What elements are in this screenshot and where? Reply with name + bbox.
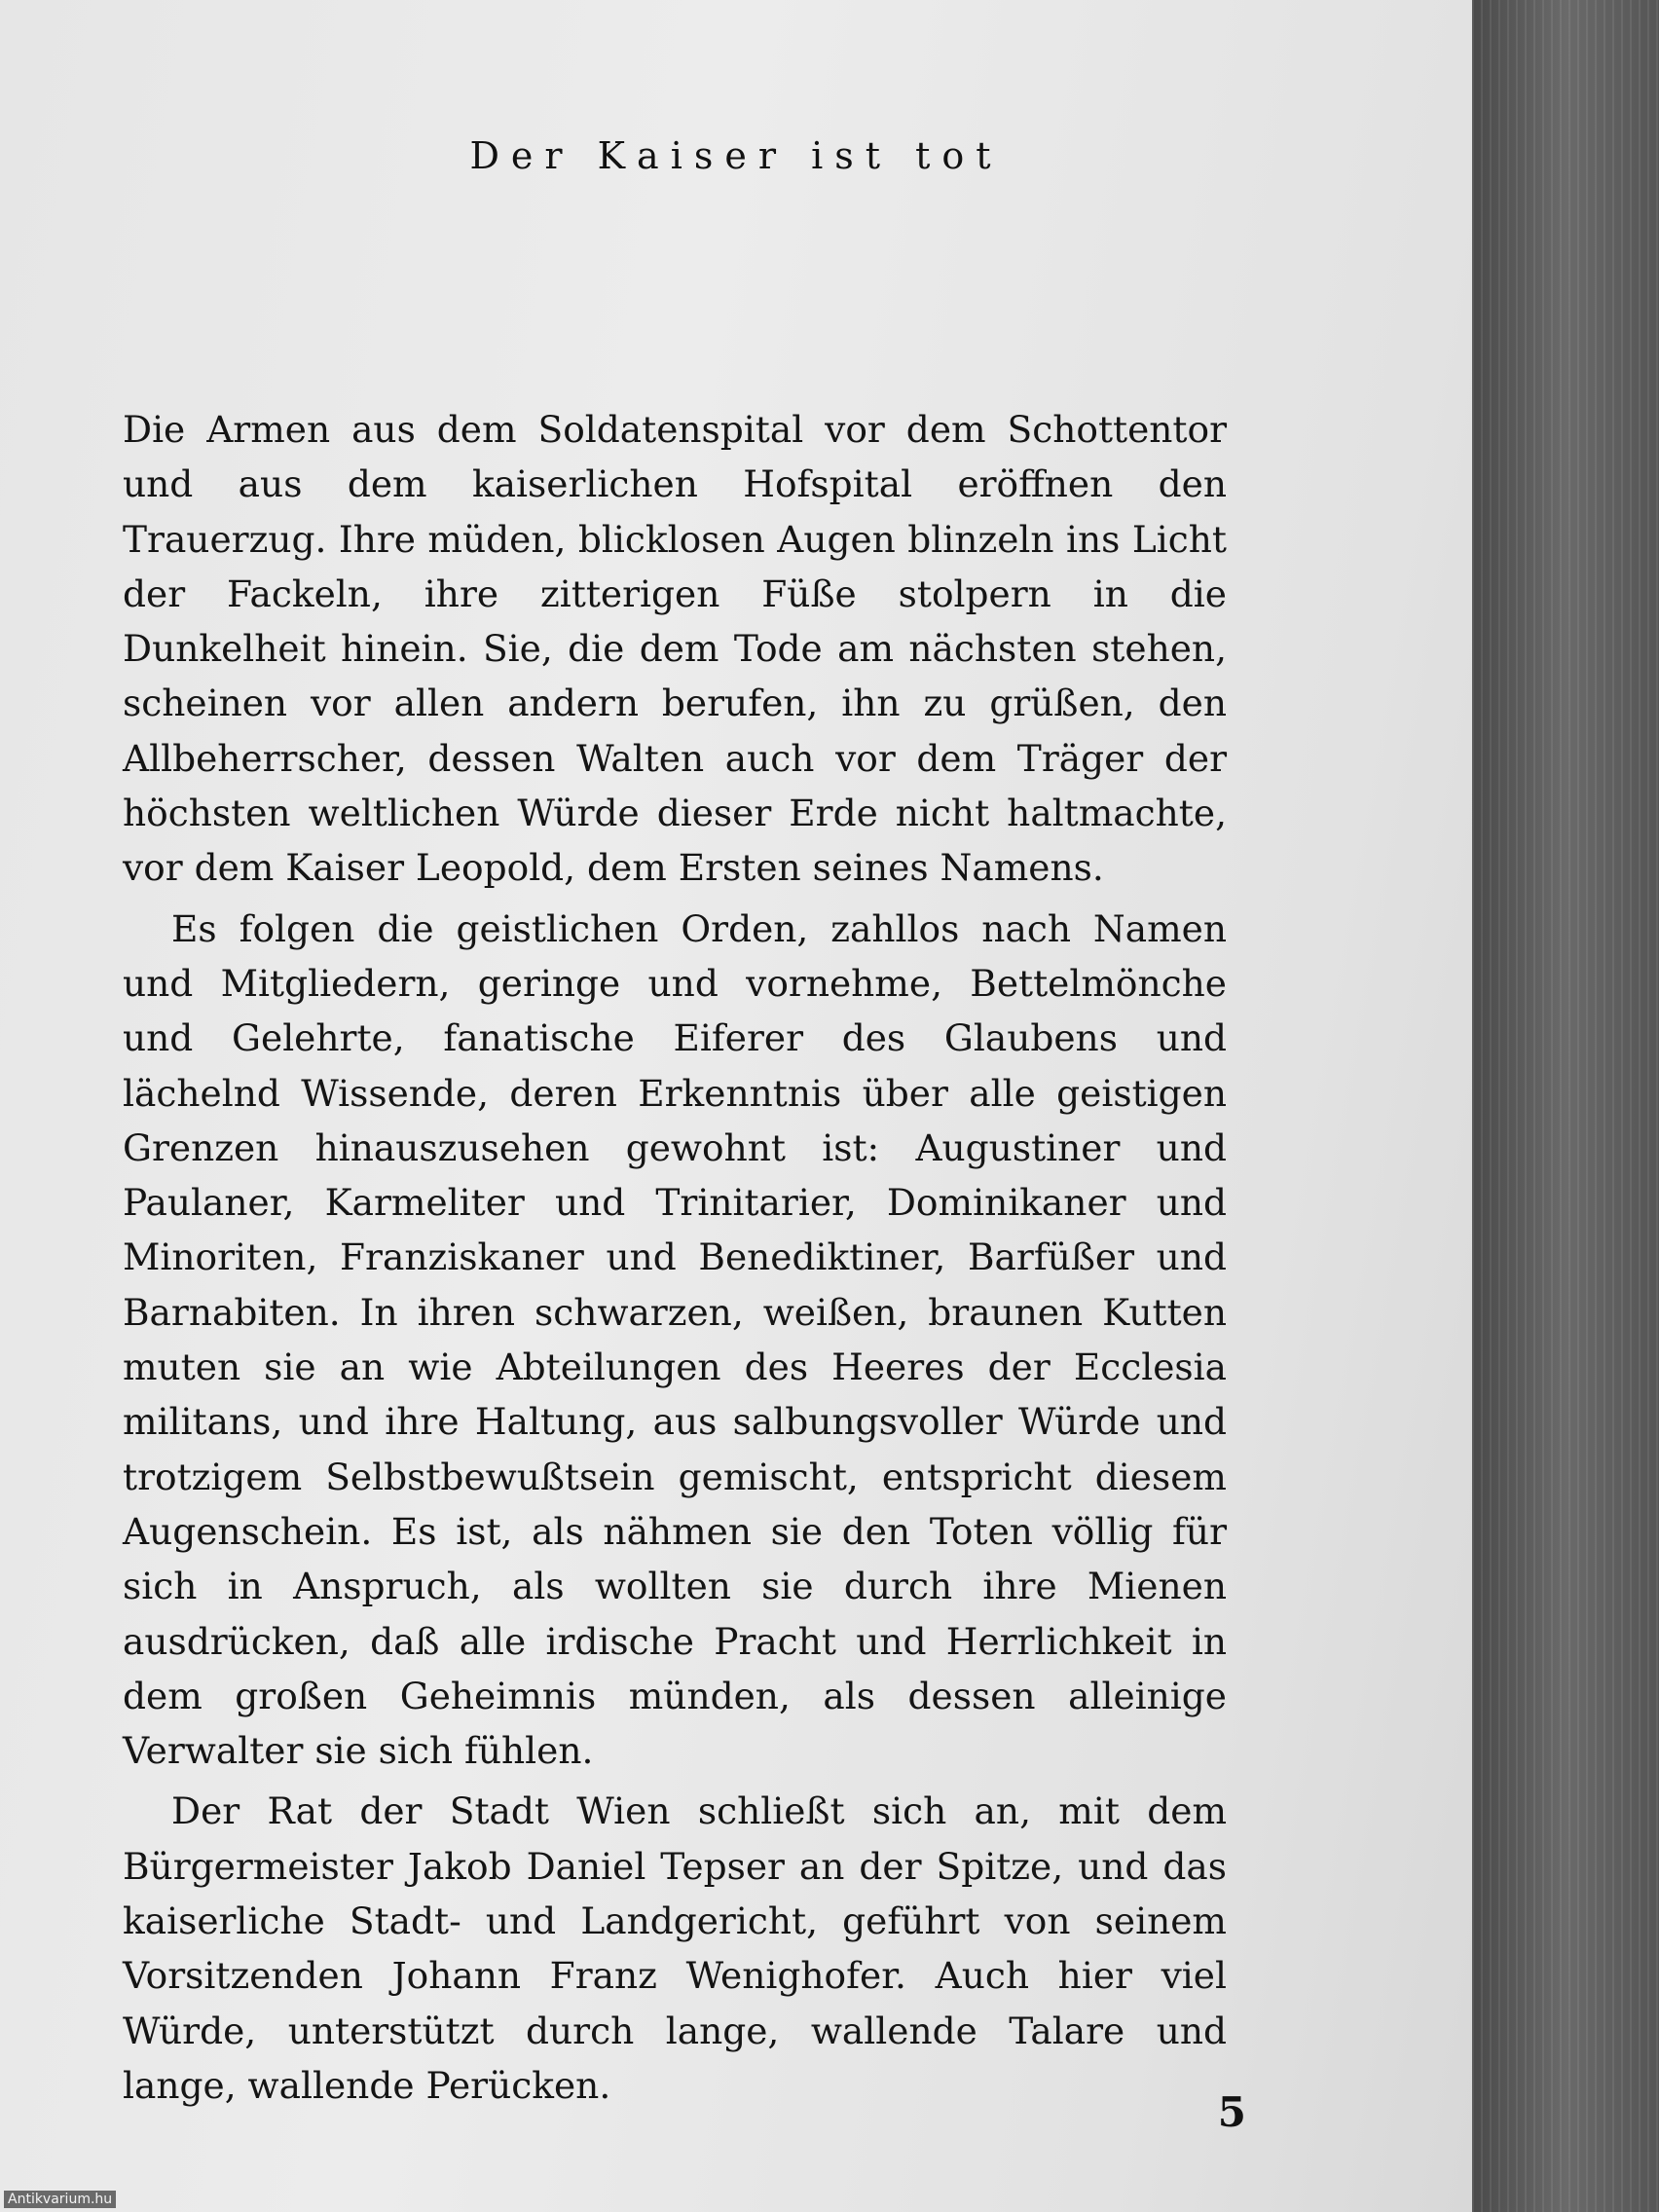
- paragraph-2: Es folgen die geistlichen Orden, zahllos nach Namen und Mitgliedern, geringe und vornehme, Bettelmönche und Gelehrte, fanatische Eiferer des Glaubens und lächelnd Wissende, deren Erkenntnis über alle geistigen Grenzen hinauszusehen gewohnt ist: Augustiner und Paulaner, Karmeliter und Trinitarier, Dominikaner und Minoriten, Franziskaner und Benediktiner, Barfüßer und Barnabiten. In ihren schwarzen, weißen, braunen Kutten muten sie an wie Abteilungen des Heeres der Ecclesia militans, und ihre Haltung, aus salbungsvoller Würde und trotzigem Selbstbewußtsein gemischt, entspricht diesem Augenschein. Es ist, als nähmen sie den Toten völlig für sich in Anspruch, als wollten sie durch ihre Mienen ausdrücken, daß alle irdische Pracht und Herrlichkeit in dem großen Geheimnis münden, als dessen alleinige Verwalter sie sich fühlen.: [123, 906, 1227, 1773]
- paragraph-3: Der Rat der Stadt Wien schließt sich an, mit dem Bürgermeister Jakob Daniel Tepser an der Spitze, und das kaiserliche Stadt- und Landgericht, geführt von seinem Vorsitzenden Johann Franz Wenighofer. Auch hier viel Würde, unterstützt durch lange, wallende Talare und lange, wallende Perücken.: [123, 1789, 1227, 2107]
- watermark: Antikvarium.hu: [4, 2191, 116, 2208]
- body-text: [123, 402, 1227, 2113]
- background-edge: [1472, 0, 1659, 2212]
- chapter-title: Der Kaiser ist tot: [469, 134, 1003, 177]
- page-number: 5: [1217, 2088, 1246, 2136]
- paragraph-1: Die Armen aus dem Soldatenspital vor dem Schottentor und aus dem kaiserlichen Hofspital eröffnen den Trauerzug. Ihre müden, blicklosen Augen blinzeln ins Licht der Fackeln, ihre zitterigen Füße stolpern in die Dunkelheit hinein. Sie, die dem Tode am nächsten stehen, scheinen vor allen andern berufen, ihn zu grüßen, den Allbeherrscher, dessen Walten auch vor dem Träger der höchsten weltlichen Würde dieser Erde nicht haltmachte, vor dem Kaiser Leopold, dem Ersten seines Namens.: [123, 408, 1227, 890]
